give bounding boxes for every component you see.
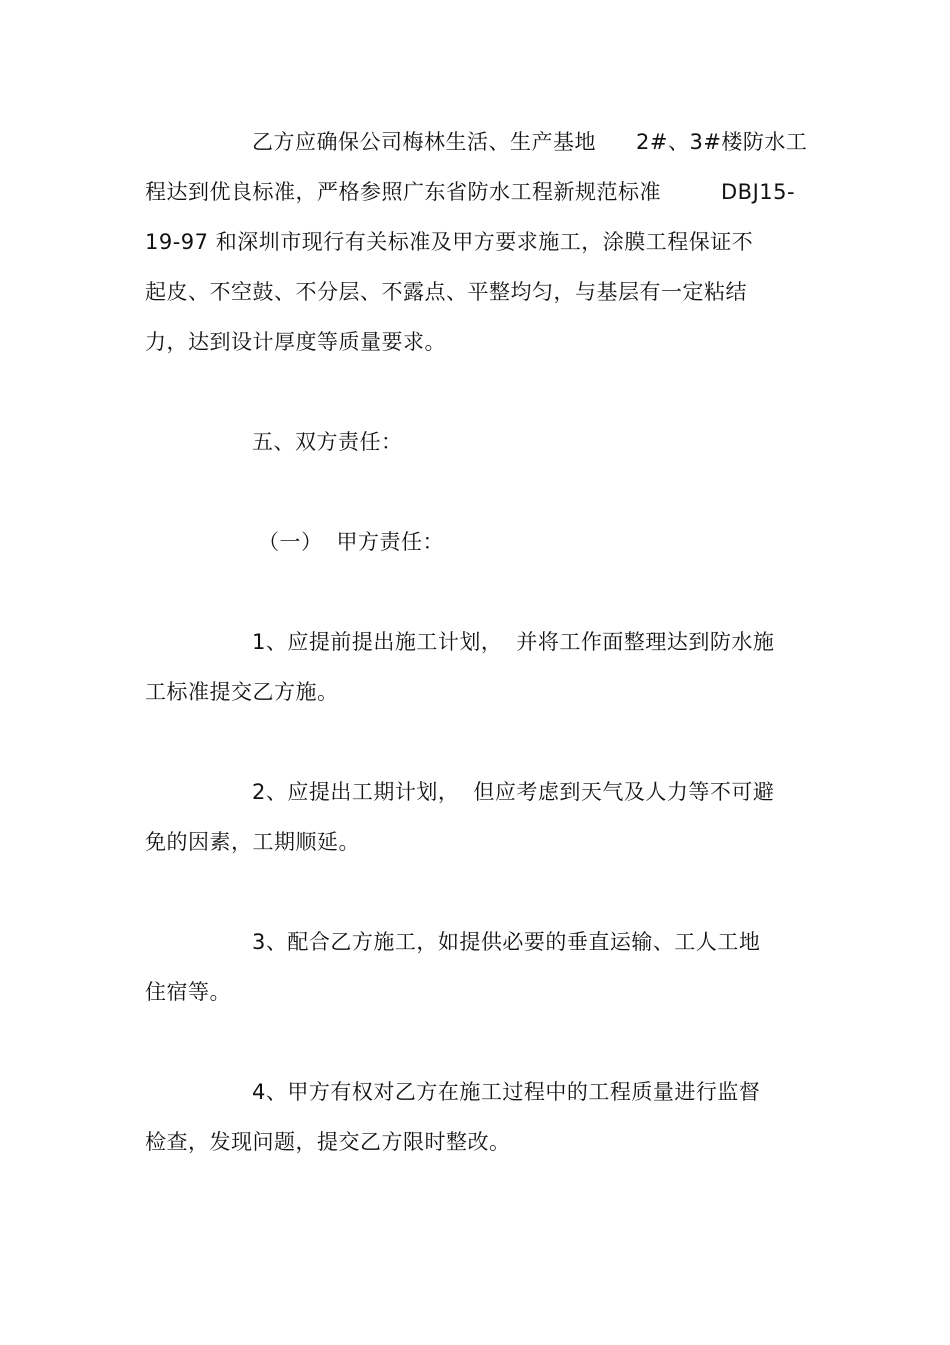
item-1-line-2: 工标准提交乙方施。 (145, 680, 339, 704)
item-1-line-1 (252, 627, 774, 657)
item-4-line-1: 4、甲方有权对乙方在施工过程中的工程质量进行监督 (252, 1080, 761, 1104)
p1-line-1-text-a: 乙方应确保公司梅林生活、生产基地 (252, 130, 596, 154)
item-4-line-2: 检查，发现问题，提交乙方限时整改。 (145, 1130, 511, 1154)
subsection-1-heading (258, 527, 444, 557)
item-1-text-b: 并将工作面整理达到防水施 (516, 630, 775, 654)
item-3-line-2: 住宿等。 (145, 980, 231, 1004)
p1-line-1-text-b: 2#、3#楼防水工 (636, 130, 808, 154)
p1-line-4: 起皮、不空鼓、不分层、不露点、平整均匀，与基层有一定粘结 (145, 280, 747, 304)
p1-line-1 (252, 127, 807, 157)
item-2-line-2: 免的因素，工期顺延。 (145, 830, 360, 854)
item-2-text-a: 2、应提出工期计划， (252, 780, 460, 804)
item-1-text-a: 1、应提前提出施工计划， (252, 630, 503, 654)
subsection-1-number: （一） (258, 530, 323, 554)
section-5-heading: 五、双方责任： (252, 430, 403, 454)
p1-line-2-text-b: DBJ15- (721, 180, 796, 204)
p1-line-2 (145, 177, 795, 207)
item-2-line-1 (252, 777, 774, 807)
p1-line-3: 19-97 和深圳市现行有关标准及甲方要求施工，涂膜工程保证不 (145, 230, 754, 254)
p1-line-2-text-a: 程达到优良标准，严格参照广东省防水工程新规范标准 (145, 180, 661, 204)
item-2-text-b: 但应考虑到天气及人力等不可避 (473, 780, 775, 804)
item-3-line-1: 3、配合乙方施工，如提供必要的垂直运输、工人工地 (252, 930, 761, 954)
subsection-1-title: 甲方责任： (336, 530, 444, 554)
p1-line-5: 力，达到设计厚度等质量要求。 (145, 330, 446, 354)
